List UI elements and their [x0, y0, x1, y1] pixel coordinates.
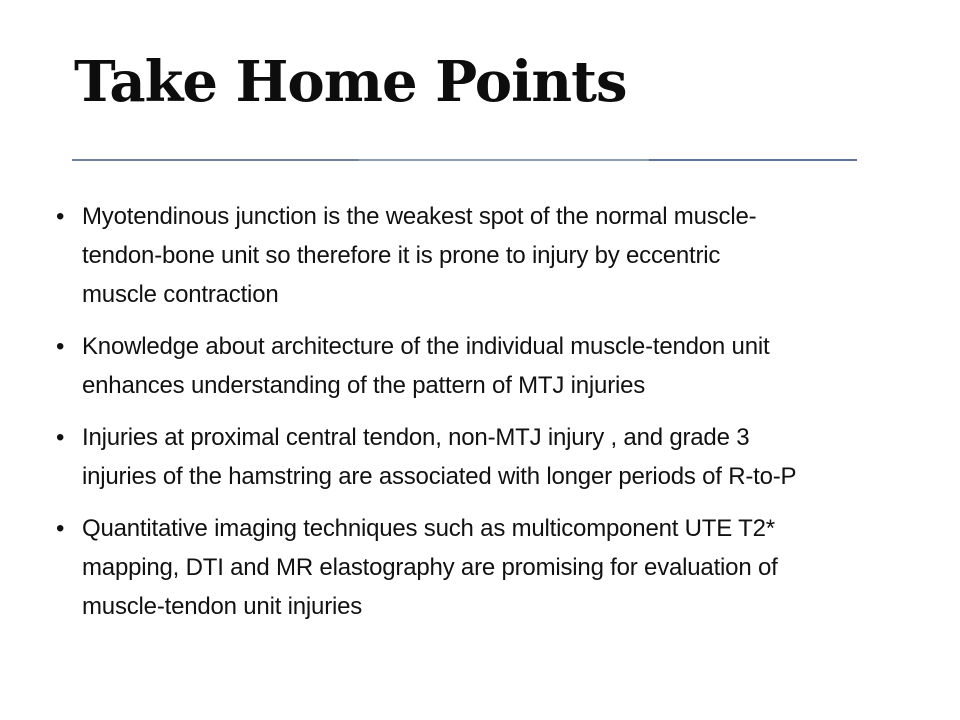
bullet-item: [56, 418, 936, 496]
bullet-line: enhances understanding of the pattern of MTJ injuries: [82, 372, 646, 399]
bullet-icon: •: [56, 515, 65, 542]
bullet-line: tendon-bone unit so therefore it is prone to injury by eccentric: [82, 242, 721, 269]
bullet-icon: •: [56, 203, 65, 230]
bullet-item: [56, 327, 936, 405]
bullet-text: [82, 418, 936, 496]
bullet-text: [82, 197, 936, 314]
bullet-line: Quantitative imaging techniques such as multicomponent UTE T2*: [82, 515, 775, 542]
bullet-line: Knowledge about architecture of the individual muscle-tendon unit: [82, 333, 770, 360]
bullet-list: [56, 197, 936, 639]
bullet-line: Injuries at proximal central tendon, non-MTJ injury , and grade 3: [82, 424, 750, 451]
bullet-line: injuries of the hamstring are associated with longer periods of R-to-P: [82, 463, 797, 490]
bullet-item: [56, 197, 936, 314]
bullet-line: muscle-tendon unit injuries: [82, 593, 363, 620]
bullet-icon: •: [56, 333, 65, 360]
bullet-text: [82, 509, 936, 626]
bullet-line: Myotendinous junction is the weakest spot of the normal muscle-: [82, 203, 757, 230]
slide-title: Take Home Points: [74, 49, 627, 115]
bullet-line: muscle contraction: [82, 281, 279, 308]
bullet-icon: •: [56, 424, 65, 451]
bullet-text: [82, 327, 936, 405]
title-underline-rule: [72, 159, 857, 161]
bullet-item: [56, 509, 936, 626]
bullet-line: mapping, DTI and MR elastography are promising for evaluation of: [82, 554, 778, 581]
